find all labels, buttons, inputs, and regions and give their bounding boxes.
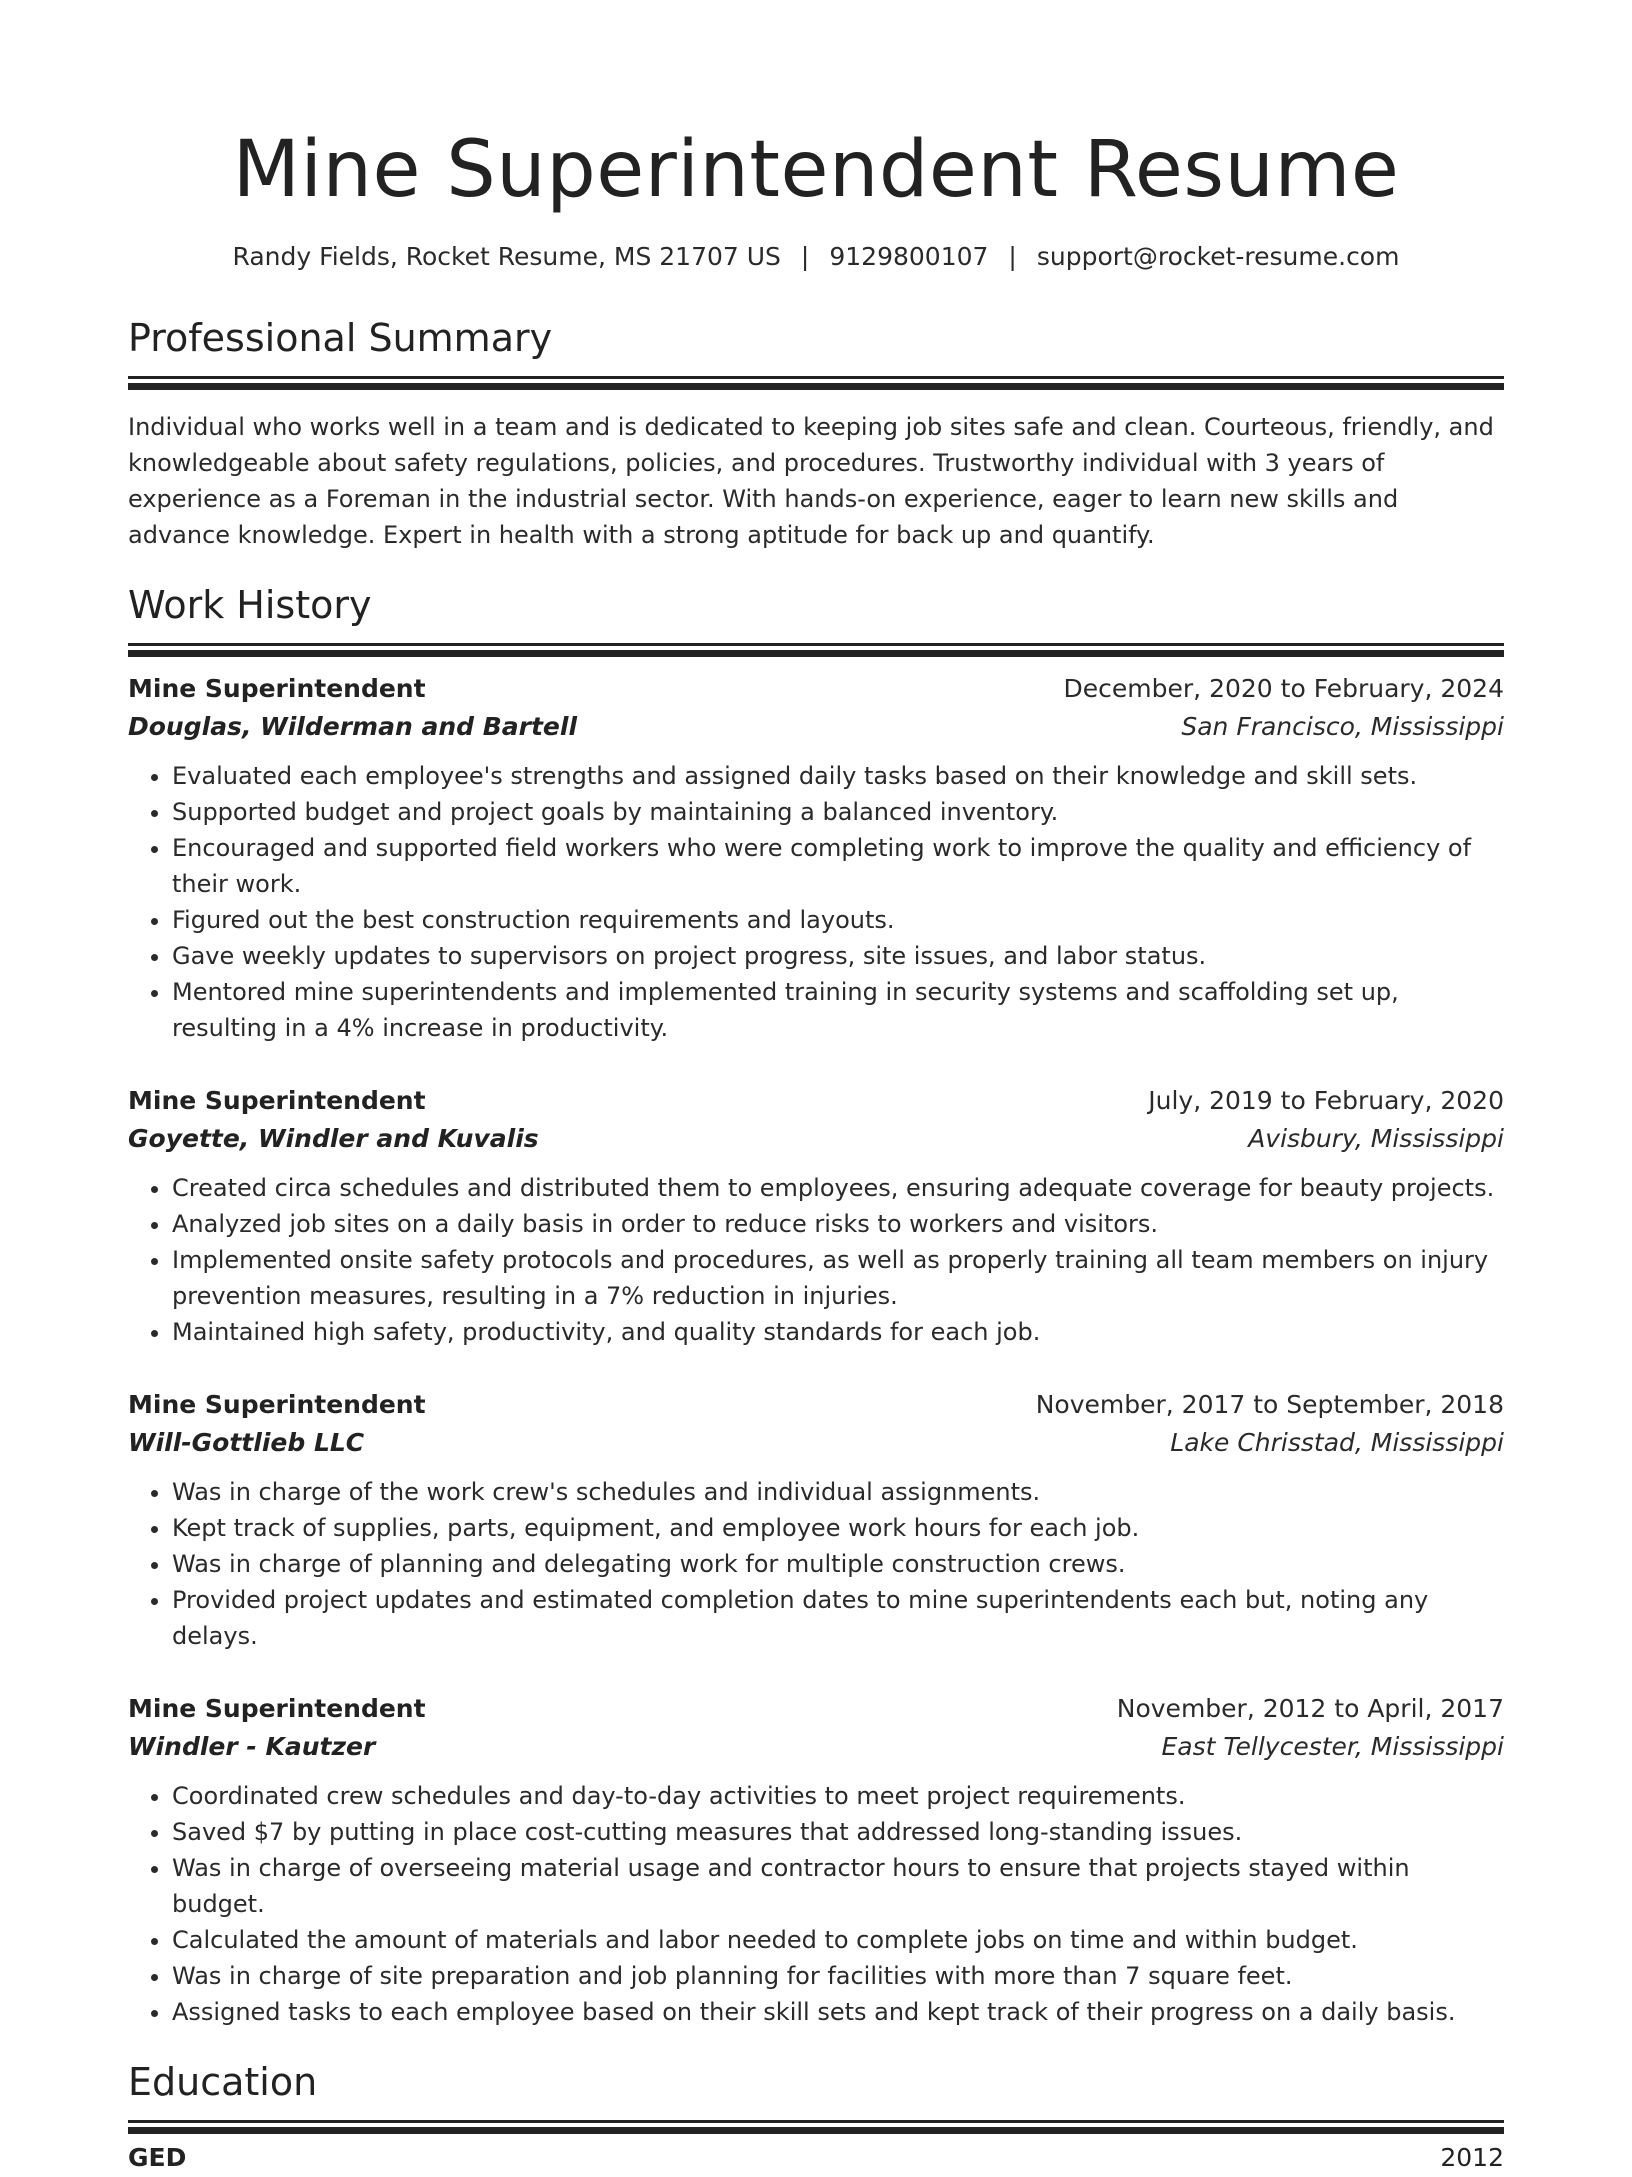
job-bullet-list xyxy=(128,1170,1504,1350)
job-title: Mine Superintendent xyxy=(128,1694,426,1723)
job-bullet: • Assigned tasks to each employee based on their skill sets and kept track of their progress on a daily basis. xyxy=(172,1994,1504,2030)
contact-address: Randy Fields, Rocket Resume, MS 21707 US xyxy=(232,242,781,271)
job-location: San Francisco, Mississippi xyxy=(1181,712,1504,741)
job-bullet-list xyxy=(128,758,1504,1046)
job-bullet: • Analyzed job sites on a daily basis in order to reduce risks to workers and visitors. xyxy=(172,1206,1504,1242)
job-company-row xyxy=(128,1424,1504,1462)
job-title: Mine Superintendent xyxy=(128,674,426,703)
job-title: Mine Superintendent xyxy=(128,1086,426,1115)
job-dates: July, 2019 to February, 2020 xyxy=(1148,1086,1504,1115)
contact-separator: | xyxy=(1008,242,1017,271)
section-heading: Professional Summary xyxy=(128,316,553,360)
job-bullet: • Evaluated each employee's strengths and assigned daily tasks based on their knowledge and skill sets. xyxy=(172,758,1504,794)
job-bullet: • Was in charge of site preparation and job planning for facilities with more than 7 square feet. xyxy=(172,1958,1504,1994)
job-entry xyxy=(128,1082,1504,1350)
education-degree: GED xyxy=(128,2143,187,2172)
summary-text: Individual who works well in a team and is dedicated to keeping job sites safe and clean. Courteous, friendly, and knowledgeable about safety regulations, policies, and procedures. Trustworthy individual with 3 years of experience as a Foreman in the industrial sector. With hands-on experience, eager to learn new skills and advance knowledge. Expert in health with a strong aptitude for back up and quantify. xyxy=(128,413,1494,549)
contact-separator: | xyxy=(800,242,810,271)
job-entry xyxy=(128,1386,1504,1654)
resume-title: Mine Superintendent Resume xyxy=(232,125,1400,215)
job-company: Goyette, Windler and Kuvalis xyxy=(128,1124,539,1153)
job-header-row xyxy=(128,670,1504,708)
education-entry xyxy=(128,2139,1504,2177)
job-location: Avisbury, Mississippi xyxy=(1248,1124,1504,1153)
job-bullet: • Implemented onsite safety protocols and procedures, as well as properly training all team members on injury prevention measures, resulting in a 7% reduction in injuries. xyxy=(172,1242,1504,1314)
section-divider xyxy=(128,2120,1504,2123)
job-bullet-list xyxy=(128,1778,1504,2030)
job-entry xyxy=(128,670,1504,1046)
job-list xyxy=(128,670,1504,2030)
job-company: Douglas, Wilderman and Bartell xyxy=(128,712,578,741)
professional-summary-section xyxy=(128,314,1504,553)
job-company: Windler - Kautzer xyxy=(128,1732,376,1761)
job-title: Mine Superintendent xyxy=(128,1390,426,1419)
section-heading: Work History xyxy=(128,583,372,627)
job-header-row xyxy=(128,1082,1504,1120)
resume-page xyxy=(128,0,1504,2177)
work-history-section xyxy=(128,581,1504,2030)
job-bullet: • Calculated the amount of materials and labor needed to complete jobs on time and within budget. xyxy=(172,1922,1504,1958)
job-bullet: • Provided project updates and estimated completion dates to mine superintendents each but, noting any delays. xyxy=(172,1582,1504,1654)
job-entry xyxy=(128,1690,1504,2030)
job-header-row xyxy=(128,1690,1504,1728)
job-location: East Tellycester, Mississippi xyxy=(1161,1732,1504,1761)
job-dates: December, 2020 to February, 2024 xyxy=(1063,674,1504,703)
job-dates: November, 2017 to September, 2018 xyxy=(1035,1390,1504,1419)
job-bullet: • Was in charge of planning and delegating work for multiple construction crews. xyxy=(172,1546,1504,1582)
job-bullet: • Maintained high safety, productivity, and quality standards for each job. xyxy=(172,1314,1504,1350)
job-company-row xyxy=(128,1120,1504,1158)
job-company-row xyxy=(128,708,1504,746)
education-section xyxy=(128,2058,1504,2177)
job-dates: November, 2012 to April, 2017 xyxy=(1116,1694,1504,1723)
contact-line xyxy=(128,242,1504,272)
job-bullet: • Created circa schedules and distributed them to employees, ensuring adequate coverage for beauty projects. xyxy=(172,1170,1504,1206)
contact-phone: 9129800107 xyxy=(829,242,989,271)
job-company-row xyxy=(128,1728,1504,1766)
job-company: Will-Gottlieb LLC xyxy=(128,1428,365,1457)
job-bullet: • Figured out the best construction requirements and layouts. xyxy=(172,902,1504,938)
contact-email[interactable]: support@rocket-resume.com xyxy=(1036,242,1400,271)
education-year: 2012 xyxy=(1440,2143,1504,2172)
job-bullet: • Gave weekly updates to supervisors on project progress, site issues, and labor status. xyxy=(172,938,1504,974)
section-divider xyxy=(128,376,1504,379)
job-location: Lake Chrisstad, Mississippi xyxy=(1170,1428,1504,1457)
job-bullet: • Kept track of supplies, parts, equipment, and employee work hours for each job. xyxy=(172,1510,1504,1546)
job-bullet: • Coordinated crew schedules and day-to-day activities to meet project requirements. xyxy=(172,1778,1504,1814)
job-bullet-list xyxy=(128,1474,1504,1654)
section-heading: Education xyxy=(128,2060,318,2104)
job-bullet: • Encouraged and supported field workers who were completing work to improve the quality and efficiency of their work. xyxy=(172,830,1504,902)
job-bullet: • Saved $7 by putting in place cost-cutting measures that addressed long-standing issues. xyxy=(172,1814,1504,1850)
job-bullet: • Supported budget and project goals by maintaining a balanced inventory. xyxy=(172,794,1504,830)
section-divider xyxy=(128,643,1504,646)
job-header-row xyxy=(128,1386,1504,1424)
job-bullet: • Was in charge of the work crew's schedules and individual assignments. xyxy=(172,1474,1504,1510)
job-bullet: • Mentored mine superintendents and implemented training in security systems and scaffolding set up, resulting in a 4% increase in productivity. xyxy=(172,974,1504,1046)
job-bullet: • Was in charge of overseeing material usage and contractor hours to ensure that projects stayed within budget. xyxy=(172,1850,1504,1922)
